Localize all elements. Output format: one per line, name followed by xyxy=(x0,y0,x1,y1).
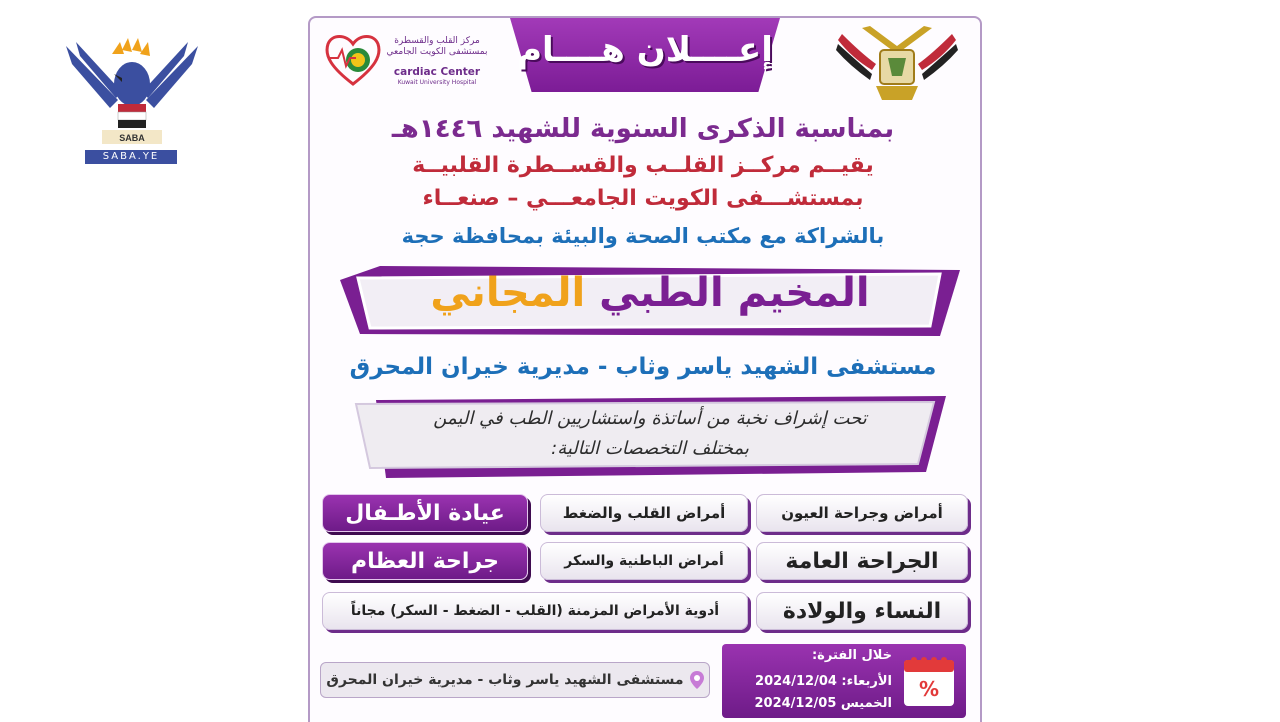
address-box xyxy=(320,662,710,698)
camp-title-free: المجاني xyxy=(430,270,586,316)
specialty-pediatrics: عيادة الأطـفال xyxy=(322,494,528,532)
period-day1: الأربعاء: 2024/12/04 xyxy=(755,674,892,689)
free-medical-camp-title xyxy=(350,270,950,316)
specialty-ophthalmology: أمراض وجراحة العيون xyxy=(756,494,968,532)
cardiac-center-logo xyxy=(322,28,492,94)
banner-title: إعــــلان هــــام xyxy=(517,30,773,70)
announcement-poster xyxy=(308,16,982,722)
venue-heading: مستشفى الشهيد ياسر وثاب - مديرية خيران المحرق xyxy=(349,354,937,380)
calendar-percent-mark: % xyxy=(918,677,940,701)
camp-title-main: المخيم الطبي xyxy=(599,270,870,316)
center-name-en: cardiac Center xyxy=(393,66,481,78)
center-sub-en: Kuwait University Hospital xyxy=(397,79,477,86)
specialty-obgyn: النساء والولادة xyxy=(756,592,968,630)
saba-domain-label: SABA.YE xyxy=(85,150,177,164)
location-pin-icon xyxy=(690,671,704,689)
partnership-line: بالشراكة مع مكتب الصحة والبيئة بمحافظة حجة xyxy=(401,224,885,248)
saba-logo xyxy=(62,34,202,166)
specialty-orthopedics: جراحة العظام xyxy=(322,542,528,580)
center-name-ar: مركز القلب والقسطرة بمستشفى الكويت الجامعي xyxy=(386,36,488,57)
calendar-icon xyxy=(902,652,956,708)
period-day2: الخميس 2024/12/05 xyxy=(754,696,892,711)
supervision-text: تحت إشراف نخبة من أساتذة واستشاريين الطب في اليمن بمختلف التخصصات التالية: xyxy=(433,408,867,459)
organizer-line: يقيــم مركــز القلــب والقســطرة القلبيــة xyxy=(412,153,874,178)
yemen-emblem-icon xyxy=(832,24,962,104)
address-text: مستشفى الشهيد ياسر وثاب - مديرية خيران المحرق xyxy=(326,672,684,688)
specialty-general-surgery: الجراحة العامة xyxy=(756,542,968,580)
heart-logo-icon xyxy=(322,28,384,90)
specialty-cardiology: أمراض القلب والضغط xyxy=(540,494,748,532)
saba-caption: SABA xyxy=(119,133,145,143)
period-label: خلال الفترة: xyxy=(811,648,892,663)
period-box xyxy=(722,644,966,718)
hospital-line: بمستشـــفى الكويت الجامعـــي – صنعــاء xyxy=(422,186,864,211)
specialty-internal-medicine: أمراض الباطنية والسكر xyxy=(540,542,748,580)
occasion-line: بمناسبة الذكرى السنوية للشهيد ١٤٤٦هـ xyxy=(391,114,895,144)
specialty-chronic-meds: أدوية الأمراض المزمنة (القلب - الضغط - السكر) مجاناً xyxy=(322,592,748,630)
